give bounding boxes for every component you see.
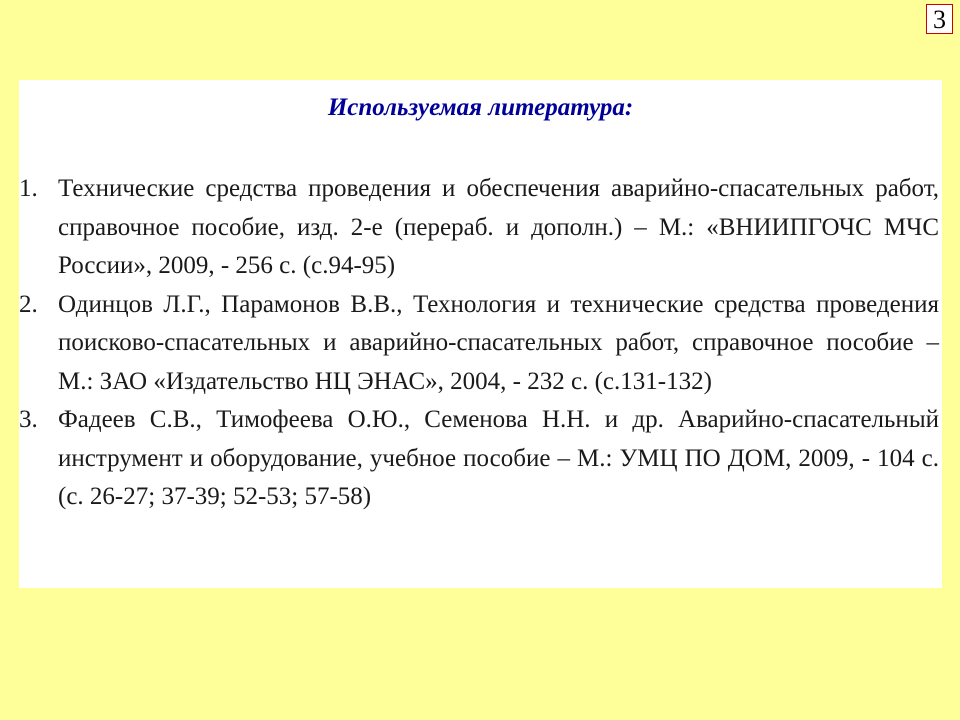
reference-text: Технические средства проведения и обеспечения аварийно-спасательных работ, справочное пособие, изд. 2-е (перераб. и дополн.) – М.: «ВНИИПГОЧС МЧС России», 2009, - 256 с. (с.94-95)	[58, 175, 939, 279]
reference-text: Одинцов Л.Г., Парамонов В.В., Технология и технические средства проведения поисково-спасательных и аварийно-спасательных работ, справочное пособие – М.: ЗАО «Издательство НЦ ЭНАС», 2004, - 232 с. (с.131-132)	[58, 290, 939, 395]
page-number-badge: 3	[926, 4, 953, 34]
reference-item	[19, 401, 939, 517]
reference-number: 2.	[19, 290, 38, 318]
reference-number: 1.	[19, 175, 38, 202]
reference-number: 3.	[19, 406, 38, 433]
references-panel	[19, 80, 942, 588]
reference-item	[19, 170, 939, 286]
references-list	[19, 170, 939, 517]
reference-item	[19, 286, 939, 402]
reference-text: Фадеев С.В., Тимофеева О.Ю., Семенова Н.Н. и др. Аварийно-спасательный инструмент и оборудование, учебное пособие – М.: УМЦ ПО ДОМ, 2009, - 104 с. (с. 26-27; 37-39; 52-53; 57-58)	[58, 406, 939, 510]
references-title: Используемая литература:	[327, 94, 634, 121]
